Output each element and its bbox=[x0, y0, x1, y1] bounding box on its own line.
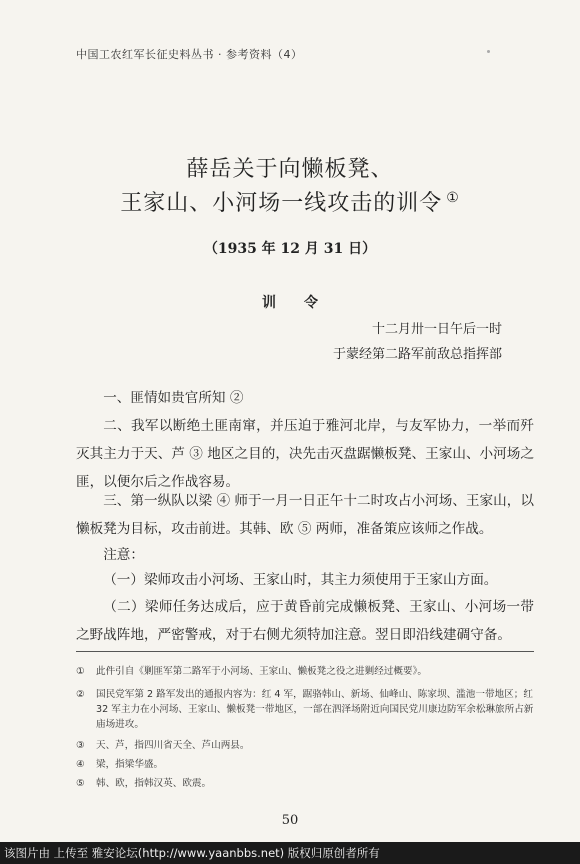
footnote-1-text: 此件引自《剿匪军第二路军于小河场、王家山、懒板凳之役之进剿经过概要》。 bbox=[96, 666, 427, 677]
paragraph-3: 三、第一纵队以梁 ④ 师于一月一日正午十二时攻占小河场、王家山，以懒板凳为目标，攻击前进。其韩、欧 ⑤ 两师，准备策应该师之作战。 bbox=[76, 493, 534, 537]
title-line-1 bbox=[0, 152, 580, 183]
footnote-5-number: ⑤ bbox=[76, 778, 85, 789]
watermark-bar bbox=[0, 842, 580, 864]
section-heading: 训令 bbox=[262, 295, 346, 311]
footnote-3-number: ③ bbox=[76, 740, 85, 751]
title-line-2-text: 王家山、小河场一线攻击的训令 bbox=[120, 191, 443, 216]
scan-dot bbox=[487, 50, 490, 53]
paragraph-2: 二、我军以断绝土匪南窜，并压迫于雅河北岸，与友军协力，一举而歼灭其主力于天、芦 ③ 地区之目的，决先击灭盘踞懒板凳、王家山、小河场之匪，以便尔后之作战容易。 bbox=[76, 418, 534, 490]
issue-time: 十二月卅一日午后一时 bbox=[371, 322, 502, 337]
note-1: （一）梁师攻击小河场、王家山时，其主力须使用于王家山方面。 bbox=[103, 572, 498, 588]
title-footnote-marker: ① bbox=[446, 189, 460, 206]
footnote-3 bbox=[76, 738, 534, 753]
footnote-2 bbox=[76, 687, 534, 732]
paragraph-1: 一、匪情如贵官所知 ② bbox=[103, 390, 244, 406]
footnote-5-text: 韩、欧，指韩汉英、欧震。 bbox=[96, 778, 212, 789]
document-date: （1935 年 12 月 31 日） bbox=[203, 241, 377, 257]
footnote-4-text: 梁，指梁华盛。 bbox=[96, 759, 164, 770]
footnote-4 bbox=[76, 757, 534, 772]
note-2: （二）梁师任务达成后，应于黄昏前完成懒板凳、王家山、小河场一带之野战阵地，严密警戒，对于右侧尤须特加注意。翌日即沿线建碉守备。 bbox=[76, 599, 534, 643]
page-number: 50 bbox=[281, 813, 299, 828]
issue-place: 于蒙经第二路军前敌总指挥部 bbox=[332, 347, 502, 362]
watermark-text: 该图片由 上传至 雅安论坛(http://www.yaanbbs.net) 版权归原创者所有 bbox=[4, 846, 380, 860]
footnote-1-number: ① bbox=[76, 666, 85, 677]
footnote-1 bbox=[76, 664, 534, 679]
footnote-5 bbox=[76, 776, 534, 791]
footnote-3-text: 天、芦，指四川省天全、芦山两县。 bbox=[96, 740, 250, 751]
title-line-2 bbox=[0, 186, 580, 217]
title-line-1-text: 薛岳关于向懒板凳、 bbox=[186, 157, 394, 182]
footnote-2-text: 国民党军第 2 路军发出的通报内容为：红 4 军，踞骆韩山、新场、仙峰山、陈家坝、滥池一带地区；红 32 军主力在小河场、王家山、懒板凳一带地区，一部在泗泽场附近向国民党川康边防军余松琳旅所占新庙场进攻。 bbox=[96, 689, 534, 730]
footnote-4-number: ④ bbox=[76, 759, 85, 770]
footnote-divider bbox=[76, 651, 534, 652]
running-head: 中国工农红军长征史料丛书 · 参考资料（4） bbox=[76, 48, 303, 61]
footnote-2-number: ② bbox=[76, 689, 85, 700]
note-label: 注意： bbox=[103, 547, 144, 563]
